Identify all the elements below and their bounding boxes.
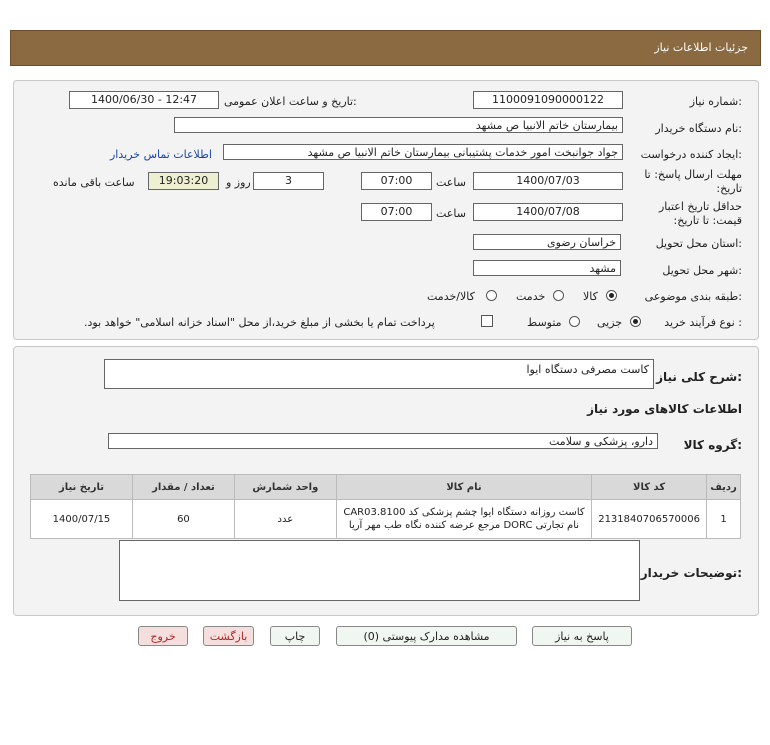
- reply-button[interactable]: پاسخ به نیاز: [532, 626, 632, 646]
- buyer-org-field: بیمارستان خاتم الانبیا ص مشهد: [174, 117, 623, 133]
- page-header: [10, 30, 761, 66]
- city-label: شهر محل تحویل:: [662, 264, 742, 277]
- col-name: نام کالا: [336, 475, 591, 500]
- back-button[interactable]: بازگشت: [203, 626, 254, 646]
- category-goods-radio[interactable]: [606, 290, 617, 301]
- process-minor-label: جزیی: [597, 316, 623, 329]
- days-label: روز و: [226, 176, 251, 189]
- category-service-radio[interactable]: [553, 290, 564, 301]
- category-goods-service-label: کالا/خدمت: [427, 290, 475, 303]
- col-date: تاریخ نیاز: [31, 475, 133, 500]
- need-description-field: کاست مصرفی دستگاه ایوا: [104, 359, 654, 389]
- cell-date: 1400/07/15: [31, 500, 133, 539]
- goods-table: [30, 474, 741, 539]
- announce-datetime-label: تاریخ و ساعت اعلان عمومی:: [224, 95, 357, 108]
- page-title: جزئیات اطلاعات نیاز: [654, 41, 748, 54]
- cell-code: 2131840706570006: [592, 500, 707, 539]
- city-field: مشهد: [473, 260, 621, 276]
- category-goods-service-radio[interactable]: [486, 290, 497, 301]
- col-code: کد کالا: [592, 475, 707, 500]
- validity-time-label: ساعت: [436, 207, 466, 220]
- process-medium-label: متوسط: [527, 316, 562, 329]
- goods-group-field: دارو، پزشکی و سلامت: [108, 433, 658, 449]
- goods-group-label: گروه کالا:: [683, 438, 742, 452]
- category-goods-label: کالا: [583, 290, 598, 303]
- category-service-label: خدمت: [516, 290, 546, 303]
- requester-field: جواد جوانبخت امور خدمات پشتیبانی بیمارستان خاتم الانبیا ص مشهد: [223, 144, 623, 160]
- need-number-field: 1100091090000122: [473, 91, 623, 109]
- table-row: [31, 500, 741, 539]
- goods-table-header: [31, 475, 741, 500]
- cell-name: کاست روزانه دستگاه ایوا چشم پزشکی کد CAR03.8100 نام تجارتی DORC مرجع عرضه کننده نگاه طب مهر آریا: [336, 500, 591, 539]
- process-medium-radio[interactable]: [569, 316, 580, 327]
- reply-deadline-label: مهلت ارسال پاسخ: تا تاریخ:: [644, 168, 742, 195]
- category-label: طبقه بندی موضوعی:: [644, 290, 742, 303]
- exit-button[interactable]: خروج: [138, 626, 188, 646]
- requester-label: ایجاد کننده درخواست:: [640, 148, 742, 161]
- buyer-org-label: نام دستگاه خریدار:: [655, 122, 742, 135]
- remaining-time-label: ساعت باقی مانده: [53, 176, 135, 189]
- price-validity-label: حداقل تاریخ اعتبار قیمت: تا تاریخ:: [658, 200, 742, 227]
- reply-time-field: 07:00: [361, 172, 432, 190]
- col-qty: تعداد / مقدار: [132, 475, 234, 500]
- col-unit: واحد شمارش: [234, 475, 336, 500]
- buyer-notes-label: توضیحات خریدار:: [640, 566, 742, 580]
- need-number-label: شماره نیاز:: [689, 95, 742, 108]
- province-field: خراسان رضوی: [473, 234, 621, 250]
- process-minor-radio[interactable]: [630, 316, 641, 327]
- col-row: ردیف: [707, 475, 741, 500]
- need-description-label: شرح کلی نیاز:: [656, 370, 742, 384]
- cell-unit: عدد: [234, 500, 336, 539]
- validity-time-field: 07:00: [361, 203, 432, 221]
- view-attachments-button[interactable]: مشاهده مدارک پیوستی (0): [336, 626, 517, 646]
- reply-time-label: ساعت: [436, 176, 466, 189]
- goods-info-title: اطلاعات کالاهای مورد نیاز: [587, 402, 742, 416]
- cell-row: 1: [707, 500, 741, 539]
- buyer-contact-link[interactable]: اطلاعات تماس خریدار: [110, 148, 212, 161]
- days-field: 3: [253, 172, 324, 190]
- reply-date-field: 1400/07/03: [473, 172, 623, 190]
- process-type-label: نوع فرآیند خرید :: [664, 316, 742, 329]
- cell-qty: 60: [132, 500, 234, 539]
- announce-datetime-field: 1400/06/30 - 12:47: [69, 91, 219, 109]
- validity-date-field: 1400/07/08: [473, 203, 623, 221]
- print-button[interactable]: چاپ: [270, 626, 320, 646]
- province-label: استان محل تحویل:: [655, 237, 742, 250]
- buyer-notes-field: [119, 540, 640, 601]
- remaining-time-field: 19:03:20: [148, 172, 219, 190]
- treasury-payment-checkbox[interactable]: [481, 315, 493, 327]
- treasury-payment-note: پرداخت تمام یا بخشی از مبلغ خرید،از محل "اسناد خزانه اسلامی" خواهد بود.: [84, 316, 435, 329]
